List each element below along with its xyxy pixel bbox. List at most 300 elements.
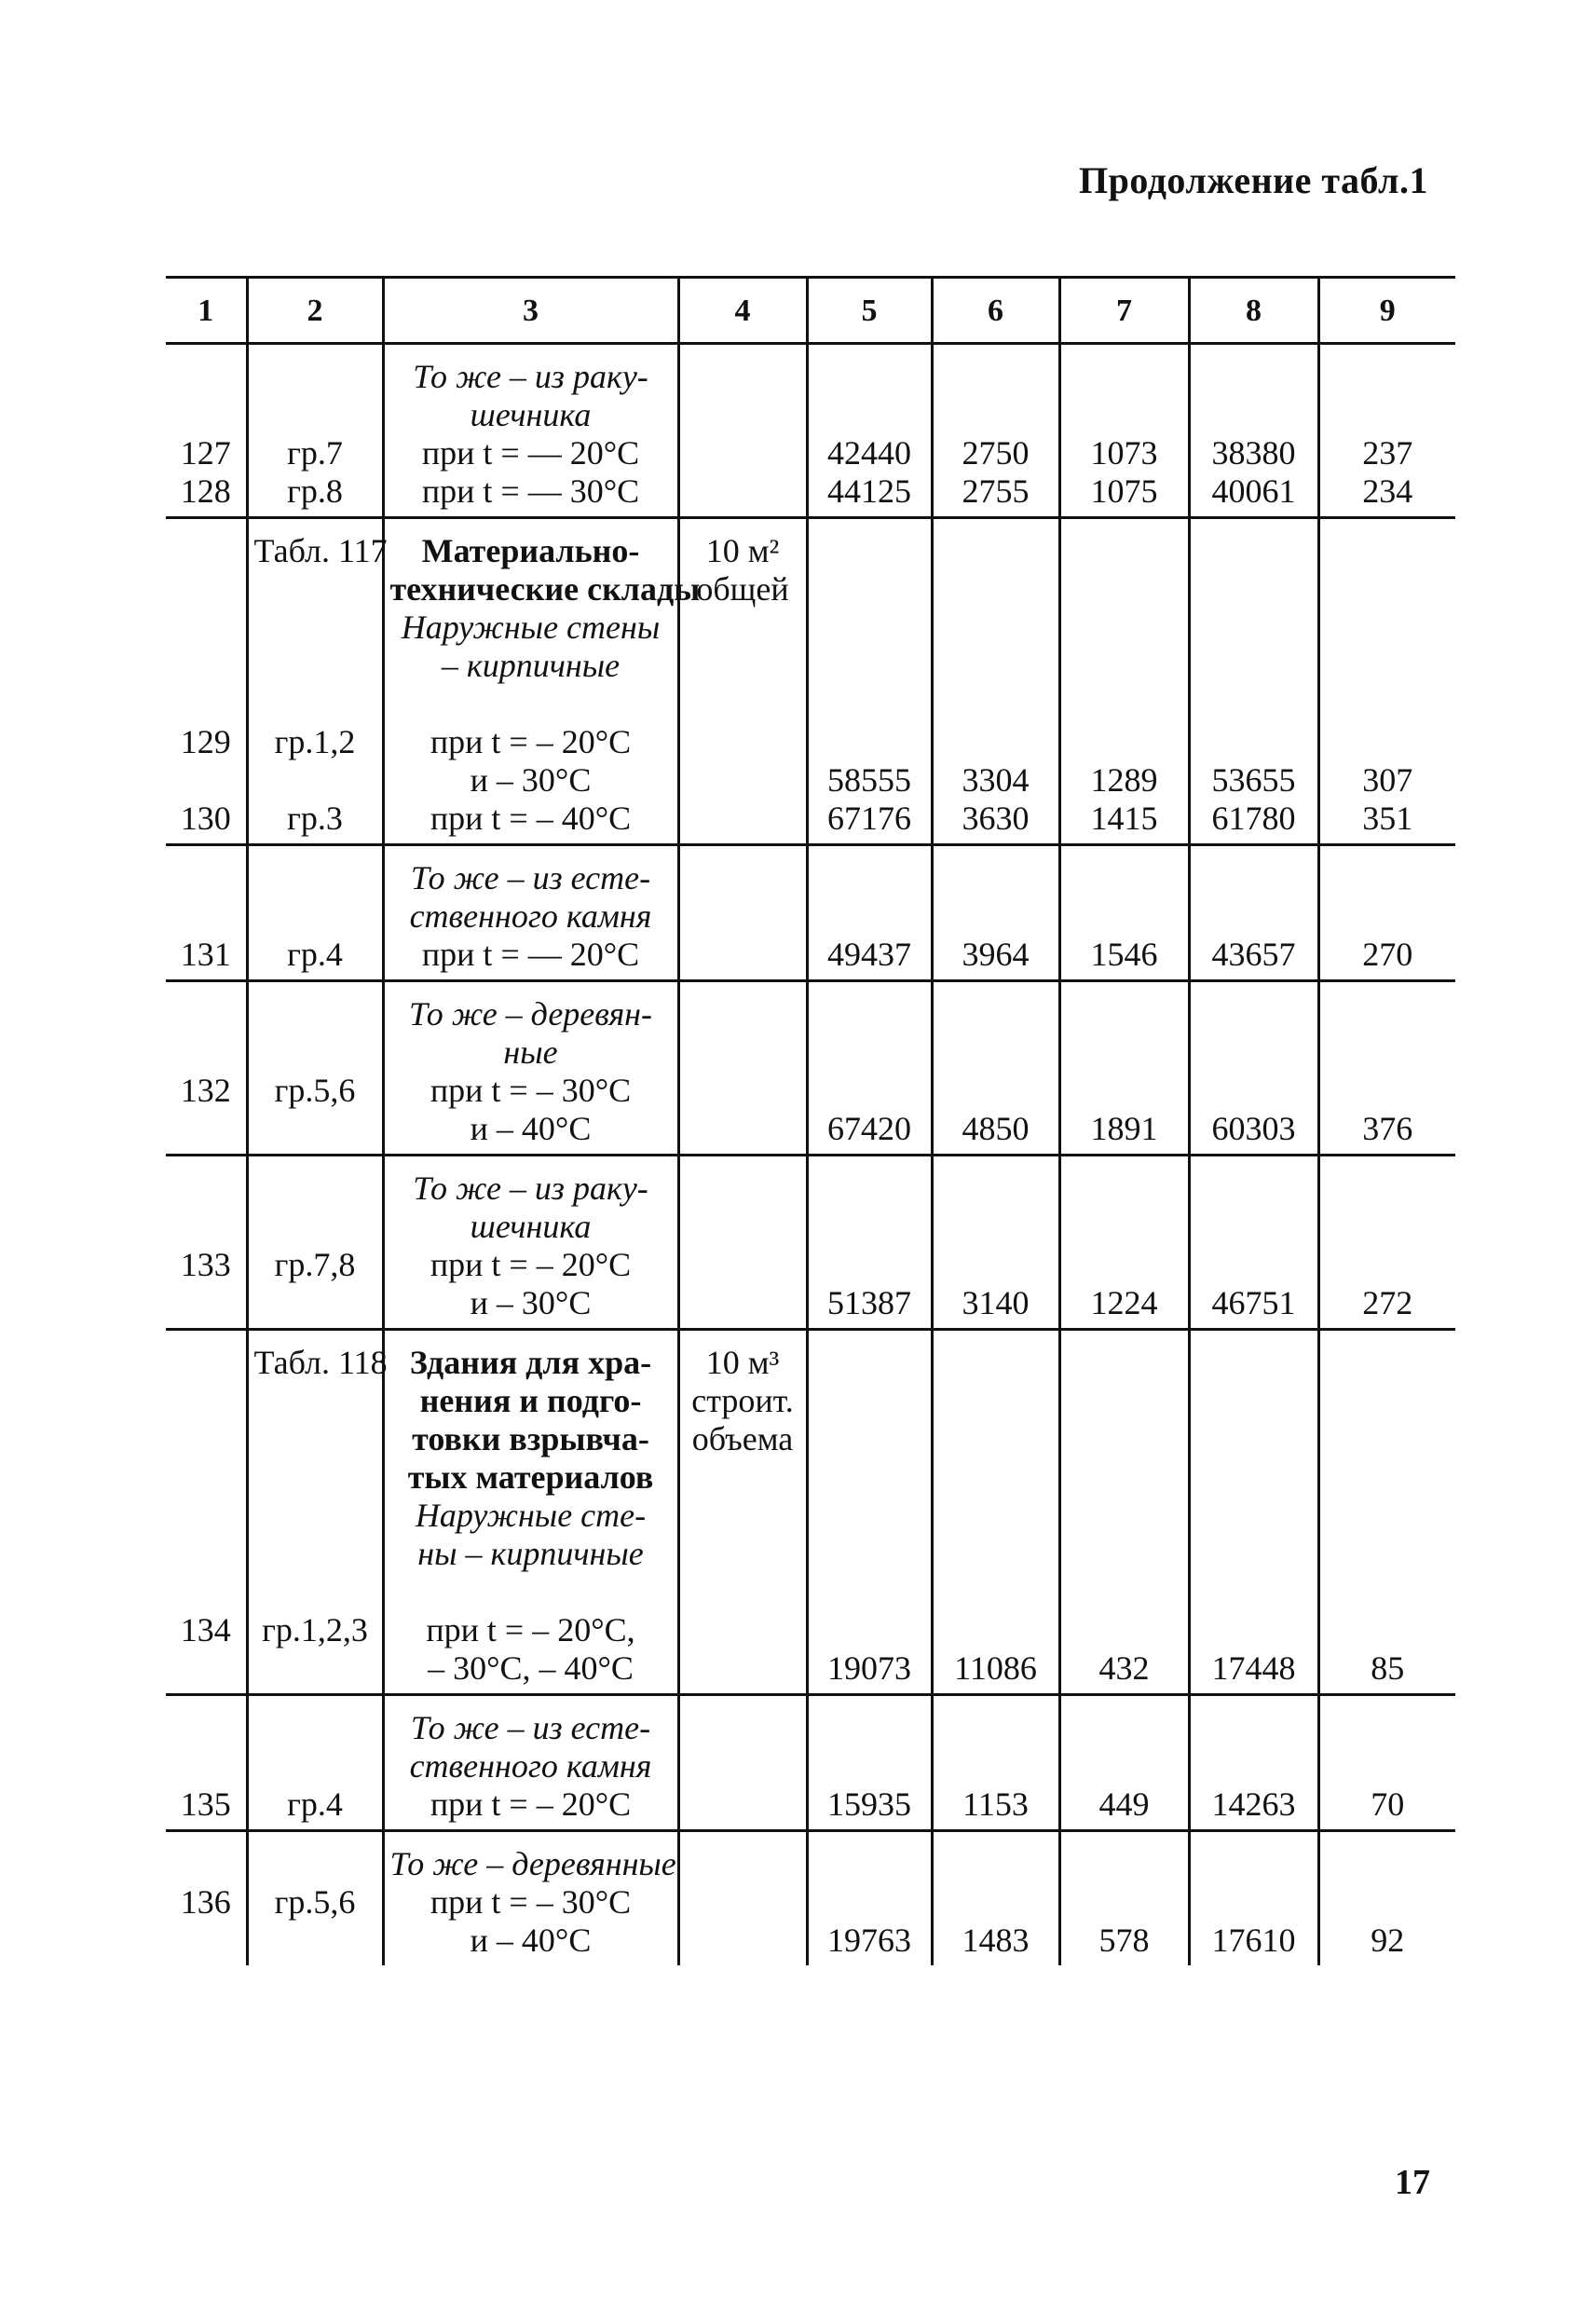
- unit-cell: [678, 981, 807, 1156]
- value: 38380: [1211, 434, 1296, 472]
- group-label: гр.5,6: [274, 1883, 356, 1921]
- row-number: [171, 1497, 240, 1535]
- value: 61780: [1211, 800, 1296, 837]
- value: [1326, 1246, 1451, 1284]
- group-label: [254, 647, 376, 685]
- condition-text: при t = – 30°С: [430, 1883, 632, 1921]
- value: [814, 1420, 925, 1458]
- value: [1067, 1458, 1182, 1497]
- row-number: 131: [180, 936, 231, 973]
- value: [814, 1883, 925, 1922]
- unit-line: [686, 761, 800, 800]
- group-label: [254, 897, 376, 936]
- group-label: [254, 1284, 376, 1322]
- value: [1196, 859, 1312, 897]
- group-heading-line: товки взрывча-: [412, 1420, 649, 1457]
- value: 1073: [1090, 434, 1158, 472]
- value: 234: [1362, 472, 1413, 510]
- value: [1067, 1033, 1182, 1072]
- condition-text: при t = – 40°С: [430, 800, 632, 837]
- group-subtitle-line: То же – из раку-: [413, 358, 648, 395]
- row-number: [171, 1110, 240, 1148]
- row-number-cell: [166, 1330, 247, 1695]
- value: [939, 1611, 1053, 1649]
- unit-line: [686, 1110, 800, 1148]
- value: 14263: [1211, 1785, 1296, 1823]
- spacer: [390, 685, 672, 723]
- unit-line: [686, 897, 800, 936]
- value: [1067, 1611, 1182, 1649]
- value: [1326, 1458, 1451, 1497]
- group-heading-line: Материально-: [421, 532, 640, 569]
- value-cell: [1059, 1156, 1189, 1330]
- unit-cell: [678, 845, 807, 981]
- value: [1326, 1170, 1451, 1208]
- value: 19073: [827, 1649, 911, 1687]
- unit-line: [686, 1649, 800, 1688]
- value: [814, 1246, 925, 1284]
- unit-line: [686, 1072, 800, 1110]
- value: [939, 897, 1053, 936]
- group-label: [254, 1649, 376, 1688]
- value: 53655: [1211, 761, 1296, 799]
- unit-line: [686, 1785, 800, 1824]
- unit-cell: [678, 1831, 807, 1966]
- value-cell: [932, 1695, 1059, 1831]
- value: 40061: [1211, 472, 1296, 510]
- value-cell: [1318, 1695, 1455, 1831]
- group-subtitle-line: ны – кирпичные: [417, 1535, 644, 1572]
- group-heading-line: технические склады: [389, 570, 701, 608]
- value-cell: [1059, 518, 1189, 845]
- value: 2755: [962, 472, 1030, 510]
- value: [1326, 859, 1451, 897]
- unit-line: [686, 1497, 800, 1535]
- row-number: [171, 1845, 240, 1883]
- value: 1075: [1090, 472, 1158, 510]
- value: [814, 1382, 925, 1420]
- unit-line: [686, 1535, 800, 1573]
- value: [1196, 1497, 1312, 1535]
- group-subtitle-line: То же – из есте-: [410, 1709, 651, 1746]
- value: [1067, 1497, 1182, 1535]
- condition-text: при t = – 20°С: [430, 723, 632, 760]
- value: [939, 570, 1053, 609]
- column-header: 8: [1189, 278, 1318, 344]
- value: [1067, 570, 1182, 609]
- unit-line: [686, 609, 800, 647]
- unit-line: [686, 1709, 800, 1747]
- value: [1196, 723, 1312, 761]
- value: [1067, 1883, 1182, 1922]
- row-number: 128: [180, 472, 231, 510]
- value: [814, 1497, 925, 1535]
- value: [1196, 995, 1312, 1033]
- group-label: гр.1,2: [274, 723, 356, 760]
- column-header: 4: [678, 278, 807, 344]
- value: [939, 396, 1053, 434]
- value: 376: [1362, 1110, 1413, 1147]
- unit-line: [686, 1747, 800, 1785]
- value: [814, 609, 925, 647]
- value: 92: [1371, 1922, 1405, 1959]
- value: [814, 723, 925, 761]
- group-label: [254, 358, 376, 396]
- value: [1067, 897, 1182, 936]
- value: [939, 1883, 1053, 1922]
- value: [814, 532, 925, 570]
- value-cell: [807, 344, 932, 518]
- row-number: 134: [180, 1611, 231, 1648]
- group-label: [254, 1110, 376, 1148]
- value: [814, 1573, 925, 1611]
- row-number: [171, 1420, 240, 1458]
- condition-text: при t = — 30°С: [421, 472, 640, 510]
- unit-line: строит.: [691, 1382, 794, 1419]
- value: [1067, 1420, 1182, 1458]
- unit-cell: [678, 1156, 807, 1330]
- group-label: [254, 1170, 376, 1208]
- value: [1326, 1611, 1451, 1649]
- value: 60303: [1211, 1110, 1296, 1147]
- value-cell: [1318, 845, 1455, 981]
- value: [1326, 1072, 1451, 1110]
- row-number: [171, 1747, 240, 1785]
- value: 449: [1098, 1785, 1150, 1823]
- value: [1196, 1382, 1312, 1420]
- group-label: [254, 1420, 376, 1458]
- value: [1196, 609, 1312, 647]
- unit-line: [686, 1611, 800, 1649]
- group-subtitle-line: – кирпичные: [441, 647, 621, 684]
- value: [1326, 1883, 1451, 1922]
- group-label: [254, 995, 376, 1033]
- group-subtitle-line: То же – из есте-: [410, 859, 651, 896]
- value: [814, 570, 925, 609]
- value: [1196, 396, 1312, 434]
- value-cell: [1189, 1695, 1318, 1831]
- value: 1415: [1090, 800, 1158, 837]
- value: [814, 1535, 925, 1573]
- value: [1196, 1033, 1312, 1072]
- row-number: [171, 1535, 240, 1573]
- row-number: [171, 1922, 240, 1960]
- value: [939, 1170, 1053, 1208]
- table-group-row: [166, 1695, 1455, 1831]
- value: [939, 1497, 1053, 1535]
- value: [1196, 358, 1312, 396]
- group-cell: [247, 344, 383, 518]
- value: [939, 1845, 1053, 1883]
- group-label: гр.1,2,3: [262, 1611, 368, 1648]
- value-cell: [1059, 981, 1189, 1156]
- value: [814, 685, 925, 723]
- value: [1067, 1208, 1182, 1246]
- value: [939, 647, 1053, 685]
- group-label: гр.7: [287, 434, 343, 472]
- group-label: [254, 1535, 376, 1573]
- row-number: 130: [180, 800, 231, 837]
- group-subtitle-line: То же – из раку-: [413, 1170, 648, 1207]
- group-label: гр.8: [287, 472, 343, 510]
- value-cell: [807, 1831, 932, 1966]
- value: 17448: [1211, 1649, 1296, 1687]
- value: [814, 1747, 925, 1785]
- value: [939, 1747, 1053, 1785]
- value: [1196, 1344, 1312, 1382]
- value-cell: [807, 845, 932, 981]
- value: 19763: [827, 1922, 911, 1959]
- value-cell: [1318, 1156, 1455, 1330]
- unit-line: общей: [696, 570, 789, 608]
- value-cell: [1059, 1330, 1189, 1695]
- row-number: [171, 1573, 240, 1611]
- data-table: [166, 276, 1455, 1965]
- row-number: 136: [180, 1883, 231, 1921]
- row-number: [171, 609, 240, 647]
- value-cell: [1189, 1156, 1318, 1330]
- row-number-cell: [166, 1156, 247, 1330]
- row-number: 127: [180, 434, 231, 472]
- group-subtitle-line: ственного камня: [409, 897, 652, 935]
- row-number: [171, 1208, 240, 1246]
- group-subtitle-line: шечника: [470, 396, 592, 433]
- value: [1196, 897, 1312, 936]
- row-number: [171, 1170, 240, 1208]
- group-cell: [247, 518, 388, 845]
- value: [1196, 1573, 1312, 1611]
- group-label: [254, 761, 376, 800]
- unit-line: [686, 434, 800, 472]
- group-subtitle-line: То же – деревян-: [408, 995, 653, 1033]
- column-header: 7: [1059, 278, 1189, 344]
- value: [1067, 859, 1182, 897]
- unit-line: [686, 396, 800, 434]
- value-cell: [1318, 981, 1455, 1156]
- description-cell: [383, 1330, 678, 1695]
- value: 1483: [962, 1922, 1030, 1959]
- value: [939, 723, 1053, 761]
- group-label: [254, 1497, 376, 1535]
- value: [1196, 570, 1312, 609]
- value: [1326, 1747, 1451, 1785]
- unit-line: 10 м³: [705, 1344, 780, 1381]
- description-cell: [383, 981, 678, 1156]
- value: [1326, 1208, 1451, 1246]
- value: [1067, 1535, 1182, 1573]
- unit-line: [686, 1033, 800, 1072]
- value: [1196, 1747, 1312, 1785]
- value-cell: [1189, 981, 1318, 1156]
- value: [814, 1611, 925, 1649]
- row-number: [171, 685, 240, 723]
- column-header: 6: [932, 278, 1059, 344]
- group-cell: [247, 1330, 388, 1695]
- group-cell: [247, 1695, 383, 1831]
- value: [814, 1845, 925, 1883]
- unit-line: [686, 723, 800, 761]
- description-cell: [383, 845, 678, 981]
- row-number-cell: [166, 981, 247, 1156]
- condition-text: и – 30°С: [470, 1284, 592, 1321]
- unit-cell: [678, 1330, 807, 1695]
- value: [1067, 647, 1182, 685]
- value: 1153: [962, 1785, 1029, 1823]
- condition-text: при t = – 20°С: [430, 1246, 632, 1283]
- row-number: [171, 358, 240, 396]
- unit-line: [686, 1458, 800, 1497]
- value: [814, 358, 925, 396]
- value: [1067, 1747, 1182, 1785]
- value: 270: [1362, 936, 1413, 973]
- value: [1196, 647, 1312, 685]
- value-cell: [1318, 1330, 1455, 1695]
- value: [1067, 685, 1182, 723]
- group-label: [254, 609, 376, 647]
- value: [1067, 1573, 1182, 1611]
- value: [939, 1344, 1053, 1382]
- value: [1067, 1344, 1182, 1382]
- value: [814, 1072, 925, 1110]
- value: [939, 1033, 1053, 1072]
- value: [814, 897, 925, 936]
- group-cell: [247, 981, 383, 1156]
- value: [1067, 995, 1182, 1033]
- group-label: [254, 685, 376, 723]
- value: 307: [1362, 761, 1413, 799]
- condition-text: и – 40°С: [470, 1110, 592, 1147]
- condition-text: при t = – 20°С,: [426, 1611, 635, 1648]
- group-cell: [247, 1156, 383, 1330]
- value: [1326, 396, 1451, 434]
- group-subtitle-line: Наружные стены: [401, 609, 661, 646]
- group-label: гр.7,8: [274, 1246, 356, 1283]
- value: [1326, 1420, 1451, 1458]
- column-header: 5: [807, 278, 932, 344]
- value: [1326, 1344, 1451, 1382]
- value: [1067, 1246, 1182, 1284]
- value: [1067, 396, 1182, 434]
- value: [1067, 1170, 1182, 1208]
- condition-text: и – 30°С: [470, 761, 592, 799]
- row-number-cell: [166, 1831, 247, 1966]
- group-label: [254, 1382, 376, 1420]
- group-label: гр.4: [287, 1785, 343, 1823]
- group-label: [254, 859, 376, 897]
- value: [814, 396, 925, 434]
- value: [1067, 1382, 1182, 1420]
- row-number: [171, 897, 240, 936]
- value: 43657: [1211, 936, 1296, 973]
- value: [1326, 1535, 1451, 1573]
- value: [1067, 358, 1182, 396]
- table-reference: Табл. 118: [253, 1344, 388, 1381]
- value-cell: [1059, 344, 1189, 518]
- table-group-row: [166, 1831, 1455, 1966]
- value: 237: [1362, 434, 1413, 472]
- unit-line: [686, 1845, 800, 1883]
- value: [814, 1458, 925, 1497]
- value-cell: [1189, 518, 1318, 845]
- table-group-row: [166, 845, 1455, 981]
- value: [1326, 1709, 1451, 1747]
- group-label: [254, 1747, 376, 1785]
- value-cell: [1318, 518, 1455, 845]
- condition-text: при t = — 20°С: [421, 434, 640, 472]
- value: 1546: [1090, 936, 1158, 973]
- description-cell: [383, 1831, 678, 1966]
- row-number: [171, 995, 240, 1033]
- group-label: [254, 1845, 376, 1883]
- group-heading-line: Здания для хра-: [409, 1344, 652, 1381]
- value: 432: [1098, 1649, 1150, 1687]
- value: [939, 1709, 1053, 1747]
- value: [814, 647, 925, 685]
- value-cell: [932, 1831, 1059, 1966]
- row-number: [171, 1344, 240, 1382]
- group-label: [254, 396, 376, 434]
- value: [939, 1573, 1053, 1611]
- group-heading-line: тых материалов: [407, 1458, 654, 1496]
- column-header: 2: [247, 278, 383, 344]
- value: 272: [1362, 1284, 1413, 1321]
- header-row: [166, 278, 1455, 344]
- value-cell: [1059, 1695, 1189, 1831]
- unit-line: [686, 1246, 800, 1284]
- value-cell: [1189, 344, 1318, 518]
- value: [1196, 1420, 1312, 1458]
- unit-line: [686, 1922, 800, 1960]
- row-number: [171, 1382, 240, 1420]
- value: 351: [1362, 800, 1413, 837]
- unit-cell: [678, 1695, 807, 1831]
- row-number: [171, 532, 240, 570]
- unit-line: [686, 1883, 800, 1922]
- table-continuation-caption: Продолжение табл.1: [1078, 159, 1428, 201]
- unit-line: [686, 472, 800, 511]
- group-subtitle-line: То же – деревянные: [389, 1845, 676, 1882]
- value: [939, 358, 1053, 396]
- value: [1326, 1497, 1451, 1535]
- value: [1196, 685, 1312, 723]
- value: [1326, 358, 1451, 396]
- group-subtitle-line: ные: [503, 1033, 558, 1071]
- unit-line: [686, 1208, 800, 1246]
- row-number-cell: [166, 518, 247, 845]
- unit-line: [686, 936, 800, 974]
- value-cell: [932, 845, 1059, 981]
- column-header: 9: [1318, 278, 1455, 344]
- group-label: гр.4: [287, 936, 343, 973]
- group-cell: [247, 1831, 383, 1966]
- value: 3964: [962, 936, 1030, 973]
- value-cell: [807, 1156, 932, 1330]
- value: [1196, 1072, 1312, 1110]
- value: 51387: [827, 1284, 911, 1321]
- row-number: [171, 1709, 240, 1747]
- value: [939, 1382, 1053, 1420]
- value: [1326, 532, 1451, 570]
- group-cell: [247, 845, 383, 981]
- value: [814, 859, 925, 897]
- value-cell: [932, 1330, 1059, 1695]
- group-label: [254, 1922, 376, 1960]
- row-number: 135: [180, 1785, 231, 1823]
- value: 3630: [962, 800, 1030, 837]
- description-cell: [383, 518, 701, 845]
- description-cell: [383, 344, 678, 518]
- value-cell: [1059, 1831, 1189, 1966]
